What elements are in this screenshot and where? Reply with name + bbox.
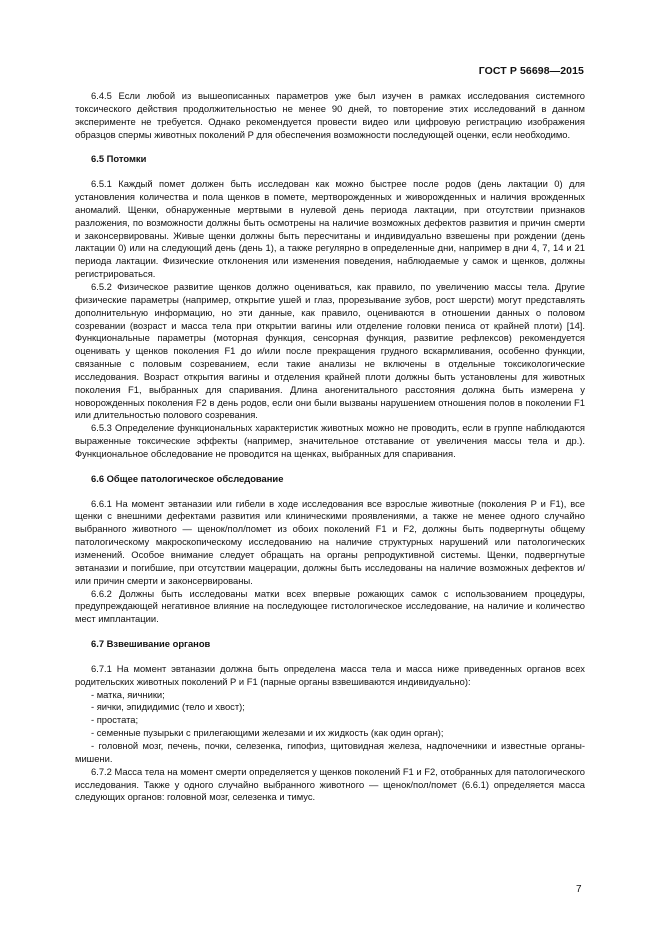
section-heading-6-7: 6.7 Взвешивание органов [91, 638, 211, 650]
paragraph-6-7-2: 6.7.2 Масса тела на момент смерти определяется у щенков поколений F1 и F2, отобранных для патологического исследования. Также у одного случайно выбранного животного — щенок/пол/помет (6.6.1) определяется масса следующих органов: головной мозг, селезенка и тимус. [75, 765, 585, 803]
list-item: - простата; [91, 714, 139, 726]
section-heading-6-6: 6.6 Общее патологическое обследование [91, 472, 284, 484]
paragraph-6-5-2: 6.5.2 Физическое развитие щенков должно оцениваться, как правило, по увеличению массы тела. Другие физические параметры (например, открытие ушей и глаз, прорезывание зубов, рост шерсти) могут представлять дополнительную информацию, но эти данные, как правило, оцениваются в отношении данных о половом созревании (возраст и масса тела при открытии вагины или отделение головки пениса от крайней плоти) [14]. Функциональные параметры (моторная функция, сенсорная функция, развитие рефлексов) рекомендуется оценивать у щенков поколения F1 до и/или после прекращения грудного вскармливания, особенно функции, связанные с половым созреванием, если такие анализы не включены в отдельные токсикологические исследования. Возраст открытия вагины и отделения крайней плоти должны быть установлены для животных поколения F1, выбранных для спаривания. Длина аногенитального расстояния должна быть измерена у новорожденных поколения F2 в день родов, если они были вызваны нарушением отношения полов в поколении F1 или длительностью полового созревания. [75, 280, 585, 421]
section-heading-6-5: 6.5 Потомки [91, 153, 147, 165]
list-item: - яички, эпидидимис (тело и хвост); [91, 701, 245, 713]
list-item: - головной мозг, печень, почки, селезенка, гипофиз, щитовидная железа, надпочечники и известные органы-мишени. [75, 739, 585, 764]
paragraph-6-6-1: 6.6.1 На момент эвтаназии или гибели в ходе исследования все взрослые животные (поколения Р и F1), все щенки с внешними дефектами развития или клиническими проявлениями, а также не менее одного случайно выбранного животного — щенок/пол/помет из обоих поколений F1 и F2, должны быть подвергнуты общему патологическому макроскопическому исследованию на наличие структурных нарушений или патологических изменений. Особое внимание следует обращать на органы репродуктивной системы. Щенки, подвергнутые эвтаназии и погибшие, при отсутствии мацерации, должны быть исследованы на наличие возможных дефектов и/или причин смерти и законсервированы. [75, 497, 585, 586]
document-body [75, 90, 585, 804]
page-number: 7 [576, 884, 582, 895]
paragraph-6-5-1: 6.5.1 Каждый помет должен быть исследован как можно быстрее после родов (день лактации 0) для установления количества и пола щенков в помете, мертворожденных и живорожденных и наличия врожденных аномалий. Щенки, обнаруженные мертвыми в нулевой день периода лактации, при отсутствии признаков разложения, по возможности должны быть осмотрены на наличие возможных дефектов развития и причин смерти и законсервированы. Живые щенки должны быть пересчитаны и индивидуально взвешены при рождении (день лактации 0) или на следующий день (день 1), а также регулярно в определенные дни, например в дни 4, 7, 14 и 21 периода лактации. Физические отклонения или изменения поведения, наблюдаемые у самок и щенков, должны регистрироваться. [75, 178, 585, 280]
paragraph-6-5-3: 6.5.3 Определение функциональных характеристик животных можно не проводить, если в группе наблюдаются выраженные токсические эффекты (например, значительное отставание от увеличения массы тела и др.). Функциональное обследование не проводится на щенках, выбранных для спаривания. [75, 422, 585, 459]
standard-number: ГОСТ Р 56698—2015 [478, 65, 584, 77]
paragraph-6-7-1: 6.7.1 На момент эвтаназии должна быть определена масса тела и масса ниже приведенных органов всех родительских животных поколений Р и F1 (парные органы взвешиваются индивидуально): [75, 662, 585, 687]
paragraph-6-6-2: 6.6.2 Должны быть исследованы матки всех впервые рожающих самок с использованием процедуры, предупреждающей негативное влияние на последующее гистологическое исследование, на наличие и количество мест имплантации. [75, 587, 585, 625]
list-item: - матка, яичники; [91, 688, 165, 700]
paragraph-6-4-5: 6.4.5 Если любой из вышеописанных параметров уже был изучен в рамках исследования системного токсического действия продолжительностью не менее 90 дней, то повторение этих исследований в данном эксперименте не требуется. Однако рекомендуется провести видео или цифровую регистрацию изображения образцов спермы животных поколений Р для обеспечения возможности последующей оценки, если необходимо. [75, 90, 585, 140]
list-item: - семенные пузырьки с прилегающими железами и их жидкость (как один орган); [91, 727, 444, 739]
